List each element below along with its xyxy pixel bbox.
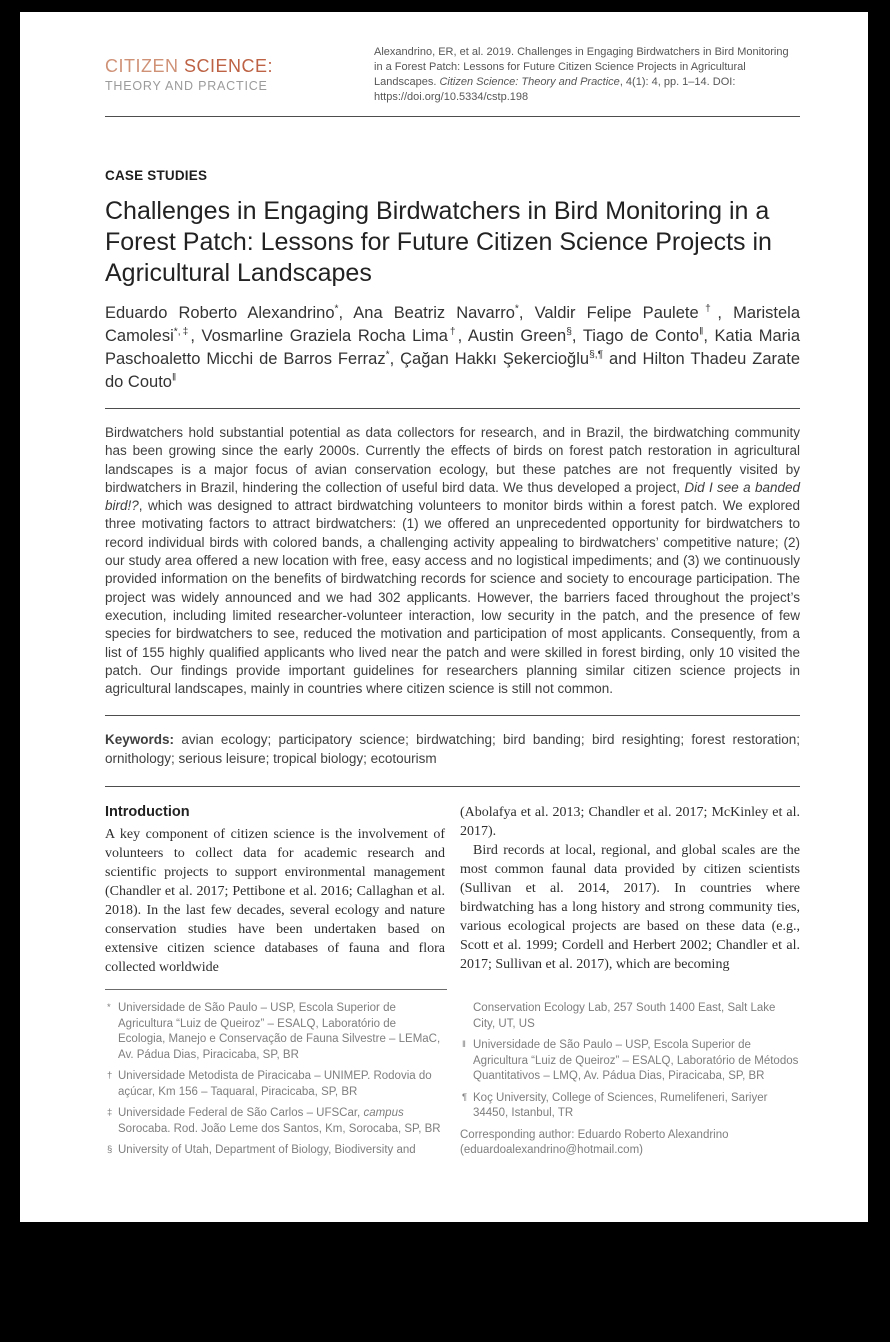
footnote-item [460, 1091, 800, 1122]
footnote-item [460, 1038, 800, 1085]
footnote-text: Koç University, College of Sciences, Rumelifeneri, Sariyer 34450, Istanbul, TR [473, 1091, 768, 1120]
abstract-text: Birdwatchers hold substantial potential as data collectors for research, and in Brazil, the birdwatching community has been growing since the early 2000s. Currently the effects of birds on forest patch restoration in agricultural landscapes is a major focus of avian conservation ecology, but these patches are not frequently visited by birdwatchers in Brazil, hindering the collection of useful bird data. We thus developed a project, Did I see a banded bird!?, which was designed to attract birdwatching volunteers to monitor birds within a forest patch. We explored three motivating factors to attract birdwatchers: (1) we offered an unprecedented opportunity for birdwatchers to record individual birds with colored bands, a challenging activity appealing to birdwatchers’ competitive nature; (2) our study area offered a new location with free, easy access and no logistical impediments; and (3) we continuously provided information on the benefits of birdwatching records for science and society to encourage participation. The project was widely announced and we had 302 applicants. However, the barriers faced throughout the project’s execution, including limited researcher-volunteer interaction, low security in the patch, and the presence of few species for birdwatchers to see, reduced the motivation and participation of most applicants. Consequently, from a list of 155 highly qualified applicants who lived near the patch and were skilled in forest birding, only 10 visited the patch. Our findings provide important guidelines for researchers planning similar citizen science projects in agricultural landscapes, mainly in countries where citizen science is still not common. [105, 425, 800, 697]
journal-title-citizen: CITIZEN [105, 56, 184, 76]
author-list: Eduardo Roberto Alexandrino*, Ana Beatriz Navarro*, Valdir Felipe Paulete†, Maristela Camolesi*,‡, Vosmarline Graziela Rocha Lima†, Austin Green§, Tiago de Conto‖, Katia Maria Paschoaletto Micchi de Barros Ferraz*, Çağan Hakkı Şekercioğlu§,¶ and Hilton Thadeu Zarate do Couto‖ [105, 303, 801, 391]
footnote-item [460, 1128, 800, 1159]
footnote-divider [105, 989, 447, 990]
keywords-divider [105, 786, 800, 787]
journal-subtitle: THEORY AND PRACTICE [105, 79, 268, 93]
footnote-text: Corresponding author: Eduardo Roberto Alexandrino (eduardoalexandrino@hotmail.com) [460, 1128, 729, 1157]
journal-title [105, 56, 273, 77]
footnote-marker: § [107, 1144, 113, 1156]
footnote-marker: * [107, 1002, 111, 1014]
footnote-marker: ‖ [462, 1039, 466, 1051]
body-paragraph-2: Bird records at local, regional, and global scales are the most common faunal data provided by citizen scientists (Sullivan et al. 2014, 2017). In countries where birdwatching has a long history and strong community ties, various ecological projects are based on these data (e.g., Scott et al. 1999; Cordell and Herbert 2002; Chandler et al. 2017; Sullivan et al. 2017), which are becoming [460, 843, 800, 973]
introduction-heading: Introduction [105, 804, 190, 821]
masthead [105, 45, 800, 105]
footnote-marker: † [107, 1070, 113, 1082]
footnote-text: Universidade Federal de São Carlos – UFSCar, campus Sorocaba. Rod. João Leme dos Santos, Km, Sorocaba, SP, BR [118, 1107, 441, 1135]
section-kicker: CASE STUDIES [105, 168, 208, 183]
authors-divider [105, 408, 800, 409]
article-title: Challenges in Engaging Birdwatchers in Bird Monitoring in a Forest Patch: Lessons for Future Citizen Science Projects in Agricultural Landscapes [105, 197, 772, 287]
footnote-item [105, 1143, 445, 1159]
footnote-item [105, 1106, 445, 1137]
footnote-marker: ‡ [107, 1107, 113, 1119]
footnote-text: Universidade Metodista de Piracicaba – UNIMEP. Rodovia do açúcar, Km 156 – Taquaral, Piracicaba, SP, BR [118, 1070, 432, 1098]
footnotes-left [105, 1001, 445, 1165]
header-divider [105, 116, 800, 117]
page-sheet [20, 12, 868, 1222]
footnotes-right [460, 1001, 800, 1165]
right-column [460, 803, 800, 977]
left-column [105, 803, 445, 977]
footnote-marker: ¶ [462, 1091, 468, 1103]
footnote-item [105, 1001, 445, 1063]
footnote-text: University of Utah, Department of Biology, Biodiversity and [118, 1144, 416, 1157]
footnotes [105, 1001, 800, 1165]
footnote-text: Universidade de São Paulo – USP, Escola Superior de Agricultura “Luiz de Queiroz” – ESALQ, Laboratório de Ecologia, Manejo e Conservação de Fauna Silvestre – LEMaC, Av. Pádua Dias, Piracicaba, SP, BR [118, 1002, 441, 1061]
body-paragraph-continuation: (Abolafya et al. 2013; Chandler et al. 2017; McKinley et al. 2017). [460, 805, 800, 840]
journal-logo [105, 56, 273, 105]
footnote-text: Conservation Ecology Lab, 257 South 1400 East, Salt Lake City, UT, US [473, 1002, 776, 1030]
footnote-item [460, 1001, 800, 1032]
journal-title-science: SCIENCE: [184, 56, 274, 76]
body-columns [105, 803, 800, 977]
footnote-item [105, 1069, 445, 1100]
introduction-paragraph: A key component of citizen science is the involvement of volunteers to collect data for academic research and scientific projects to support environmental management (Chandler et al. 2017; Pettibone et al. 2016; Callaghan et al. 2018). In the last few decades, several ecology and nature conservation studies have been undertaken based on extensive citizen science databases of fauna and flora collected worldwide [105, 827, 445, 976]
footnote-text: Universidade de São Paulo – USP, Escola Superior de Agricultura “Luiz de Queiroz” – ESALQ, Laboratório de Métodos Quantitativos – LMQ, Av. Pádua Dias, Piracicaba, SP, BR [473, 1039, 799, 1083]
keywords-text: Keywords: avian ecology; participatory science; birdwatching; bird banding; bird resighting; forest restoration; ornithology; serious leisure; tropical biology; ecotourism [105, 732, 800, 766]
abstract-divider [105, 715, 800, 716]
article-citation: Alexandrino, ER, et al. 2019. Challenges in Engaging Birdwatchers in Bird Monitoring in a Forest Patch: Lessons for Future Citizen Science Projects in Agricultural Landscapes. Citizen Science: Theory and Practice, 4(1): 4, pp. 1–14. DOI: https://doi.org/10.5334/cstp.198 [374, 46, 789, 103]
